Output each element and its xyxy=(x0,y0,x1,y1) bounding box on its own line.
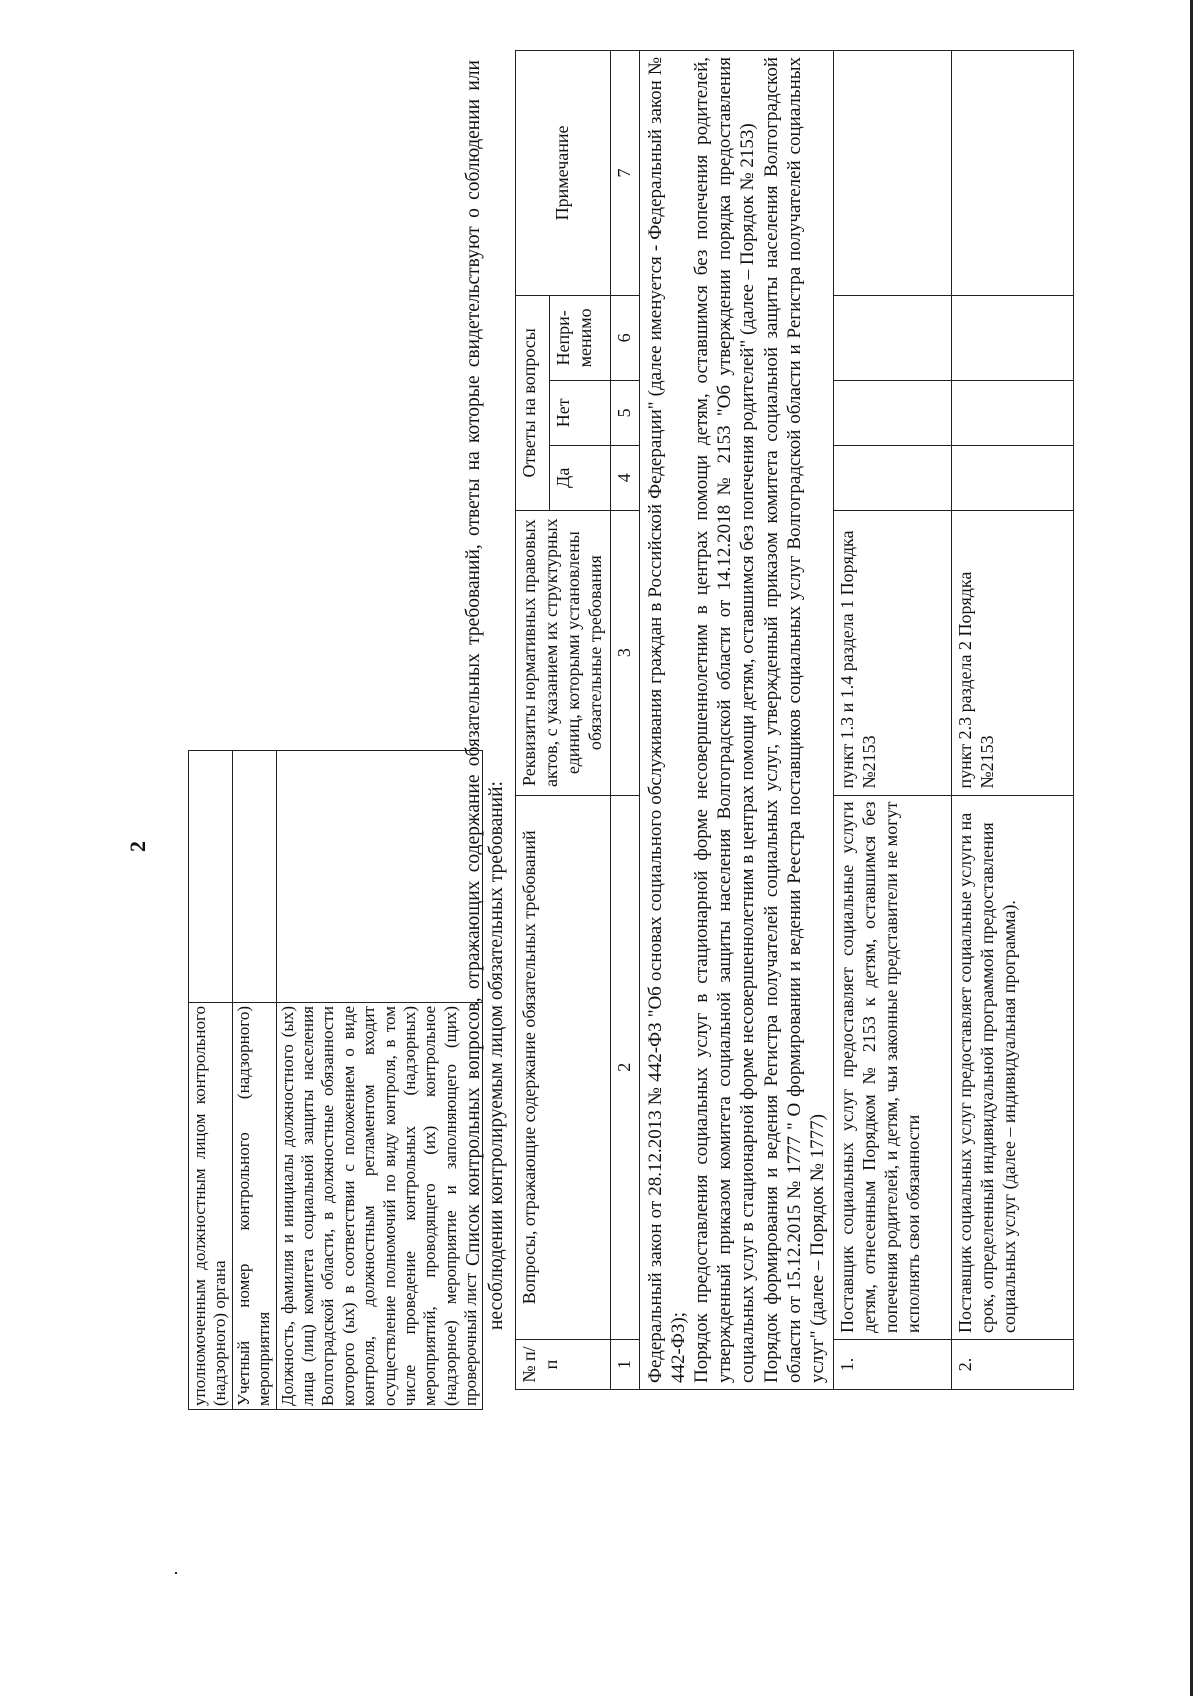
col-number: 6 xyxy=(610,295,639,380)
answer-yes-cell[interactable] xyxy=(952,445,1074,510)
answer-na-cell[interactable] xyxy=(834,295,952,380)
col-number: 4 xyxy=(610,445,639,510)
header-cell-event-number-value xyxy=(232,751,276,1003)
header-note: Примечание xyxy=(516,51,611,296)
header-row-authority: уполномоченным должностным лицом контрольного (надзорного) органа xyxy=(189,1003,233,1410)
header-row-official: Должность, фамилия и инициалы должностного (ых) лица (лиц) комитета социальной защиты населения Волгоградской области, в должностные обязанности которого (ых) в соответствии с положением о виде контроля, должностным регламентом входит осуществление полномочий по виду контроля, в том числе проведение контрольных (надзорных) мероприятий, проводящего (их) контрольное (надзорное) мероприятие и заполняющего (щих) проверочный лист xyxy=(276,1003,483,1410)
note-cell[interactable] xyxy=(952,51,1074,296)
row-requisite: пункт 1.3 и 1.4 раздела 1 Порядка №2153 xyxy=(834,510,952,795)
header-num: № п/п xyxy=(516,1340,611,1390)
header-cell-authority-value xyxy=(189,751,233,1003)
answer-na-cell[interactable] xyxy=(952,295,1074,380)
rotated-page xyxy=(85,40,1195,1660)
inspector-info-table xyxy=(188,750,483,1410)
header-requisites: Реквизиты нормативных правовых актов, с указанием их структурных единиц, которыми установлены обязательные требования xyxy=(516,510,611,795)
col-number: 2 xyxy=(610,795,639,1339)
checklist-intro-text: Список контрольных вопросов, отражающих содержание обязательных требований, ответы на которые свидетельствуют о соблюдении или несоблюдении контролируемым лицом обязательных требований: xyxy=(463,60,507,1330)
answer-yes-cell[interactable] xyxy=(834,445,952,510)
col-number: 1 xyxy=(610,1340,639,1390)
header-questions: Вопросы, отражающие содержание обязательных требований xyxy=(516,795,611,1339)
header-cell-official-value xyxy=(276,751,483,1003)
legal-basis-row xyxy=(639,51,833,1390)
col-number: 7 xyxy=(610,51,639,296)
column-number-row xyxy=(610,51,639,1390)
row-question: Поставщик социальных услуг предоставляет социальные услуги детям, отнесенным Порядком № 2153 к детям, оставшимся без попечения родителей, и детям, чьи законные представители не могут исполнять свои обязанности xyxy=(834,795,952,1339)
header-na: Непри-менимо xyxy=(550,295,610,380)
legal-basis-item: Порядок предоставления социальных услуг в стационарной форме несовершеннолетним в центрах помощи детям, оставшимся без попечения родителей, утвержденный приказом комитета социальной защиты населения Волгоградской области от 14.12.2018 № 2153 "Об утверждении порядка предоставления социальных услуг в стационарной форме несовершеннолетним в центрах помощи детям, оставшимся без попечения родителей" (далее – Порядок № 2153) xyxy=(691,57,759,1383)
col-number: 3 xyxy=(610,510,639,795)
table-row xyxy=(952,51,1074,1390)
checklist-intro xyxy=(463,60,509,1330)
col-number: 5 xyxy=(610,380,639,445)
header-answers: Ответы на вопросы xyxy=(516,295,550,510)
row-number: 1. xyxy=(834,1340,952,1390)
header-no: Нет xyxy=(550,380,610,445)
scan-edge xyxy=(1190,0,1193,1696)
legal-basis-cell xyxy=(639,51,833,1390)
answer-no-cell[interactable] xyxy=(834,380,952,445)
row-requisite: пункт 2.3 раздела 2 Порядка №2153 xyxy=(952,510,1074,795)
table-header-row xyxy=(516,51,550,1390)
page-number: 2 xyxy=(125,841,150,852)
legal-basis-item: Федеральный закон от 28.12.2013 № 442-ФЗ "Об основах социального обслуживания граждан в Российской Федерации" (далее именуется - Федеральный закон № 442-ФЗ); xyxy=(644,57,689,1383)
legal-basis-item: Порядок формирования и ведения Регистра получателей социальных услуг, утвержденный приказом комитета социальной защиты населения Волгоградской области от 15.12.2015 № 1777 " О формировании и ведении Реестра поставщиков социальных услуг Волгоградской области и Регистра получателей социальных услуг" (далее – Порядок № 1777) xyxy=(760,57,828,1383)
scan-speck xyxy=(175,1572,177,1574)
header-yes: Да xyxy=(550,445,610,510)
checklist-table xyxy=(515,50,1074,1390)
answer-no-cell[interactable] xyxy=(952,380,1074,445)
note-cell[interactable] xyxy=(834,51,952,296)
row-question: Поставщик социальных услуг предоставляет социальные услуги на срок, определенный индивидуальной программой предоставления социальных услуг (далее – индивидуальная программа). xyxy=(952,795,1074,1339)
header-row-event-number: Учетный номер контрольного (надзорного) мероприятия xyxy=(232,1003,276,1410)
row-number: 2. xyxy=(952,1340,1074,1390)
table-row xyxy=(834,51,952,1390)
